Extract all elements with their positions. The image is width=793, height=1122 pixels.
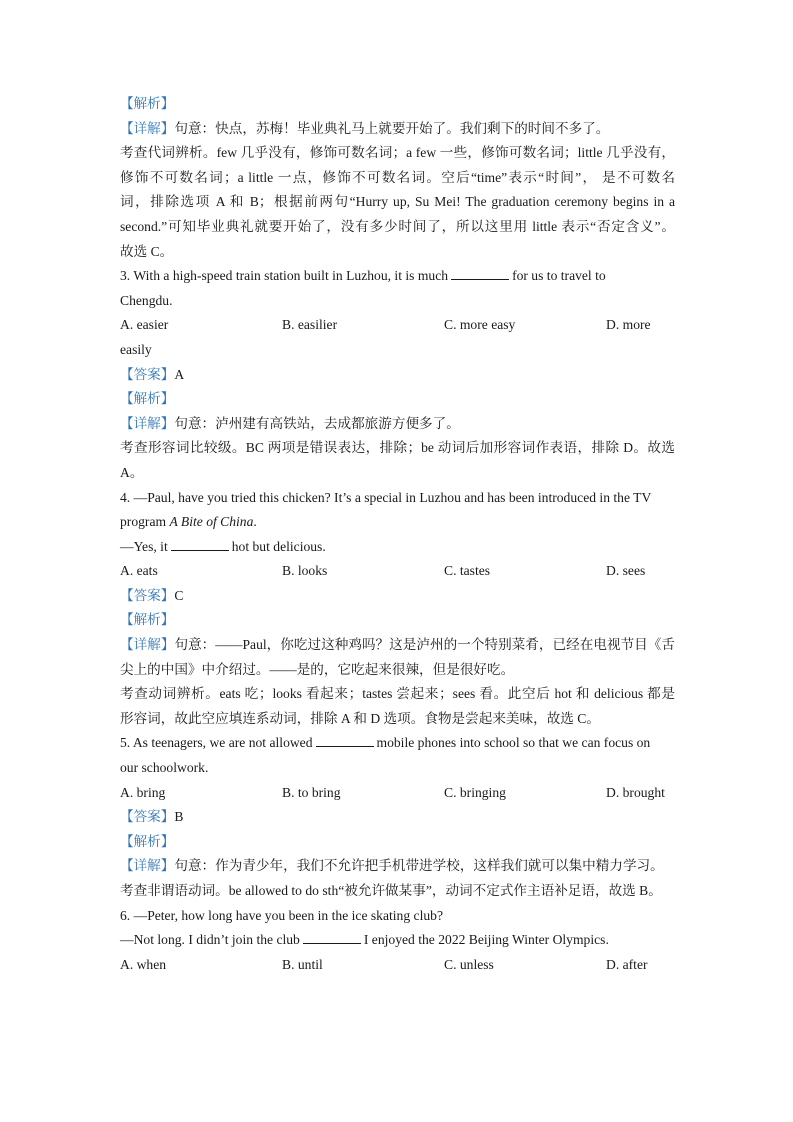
conclusion: 故选 C。	[120, 243, 174, 259]
answer-blank	[303, 931, 361, 944]
options-row	[120, 781, 675, 806]
question-stem: —Yes, it hot but delicious.	[120, 538, 326, 554]
option-d: D. brought	[606, 784, 665, 800]
answer-line: 【答案】C	[120, 587, 184, 603]
answer-line: 【答案】A	[120, 366, 185, 382]
analysis-heading: 【解析】	[120, 96, 175, 111]
option-b: B. easilier	[282, 317, 338, 333]
question-stem: Chengdu.	[120, 292, 173, 308]
explain-line: 考查形容词比较级。BC 两项是错误表达，排除；be 动词后加形容词作表语，排除 D。故选	[120, 440, 675, 456]
explain-line: 考查非谓语动词。be allowed to do sth“被允许做某事”，动词不定式作主语补足语，故选 B。	[120, 883, 662, 898]
analysis-heading: 【解析】	[120, 833, 175, 849]
option-a: A. when	[120, 956, 167, 972]
options-row	[120, 313, 675, 338]
option-c: C. more easy	[444, 317, 516, 333]
document-page	[120, 92, 675, 977]
option-d: D. after	[606, 956, 648, 972]
option-c: C. tastes	[444, 563, 491, 579]
detail-paragraph: 【详解】句意：快点，苏梅！毕业典礼马上就要开始了。我们剩下的时间不多了。	[120, 120, 610, 136]
option-b: B. to bring	[282, 784, 341, 800]
detail-paragraph-cont: 尖上的中国》中介绍过。——是的，它吃起来很辣，但是很好吃。	[120, 661, 515, 677]
conclusion: A。	[120, 464, 144, 480]
question-stem: 4. —Paul, have you tried this chicken? It’s a special in Luzhou and has been introduced in the TV	[120, 489, 652, 505]
question-stem: —Not long. I didn’t join the club I enjoyed the 2022 Beijing Winter Olympics.	[120, 932, 609, 948]
question-stem: our schoolwork.	[120, 760, 209, 776]
answer-line: 【答案】B	[120, 809, 184, 825]
explain-line: 形容词，故此空应填连系动词，排除 A 和 D 选项。食物是尝起来美味，故选 C。	[120, 710, 600, 726]
detail-paragraph: 【详解】句意：泸州建有高铁站，去成都旅游方便多了。	[120, 415, 460, 431]
option-d: D. sees	[606, 563, 646, 579]
explain-line: 词，排除选项 A 和 B；根据前两句“Hurry up, Su Mei! The graduation ceremony begins in a	[120, 194, 675, 210]
option-c: C. unless	[444, 956, 494, 972]
explain-line: 考查代词辨析。few 几乎没有，修饰可数名词；a few 一些，修饰可数名词；little 几乎没有，	[120, 145, 675, 161]
analysis-heading: 【解析】	[120, 391, 175, 407]
explain-line: 考查动词辨析。eats 吃；looks 看起来；tastes 尝起来；sees 看。此空后 hot 和 delicious 都是	[120, 686, 675, 702]
explain-line: second.”可知毕业典礼就要开始了，没有多少时间了，所以这里用 little 表示“否定含义”。	[120, 218, 675, 234]
option-b: B. until	[282, 956, 323, 972]
detail-paragraph: 【详解】句意：——Paul，你吃过这种鸡吗？这是泸州的一个特别菜肴，已经在电视节目《舌	[120, 637, 675, 653]
option-d: D. more	[606, 317, 651, 333]
analysis-heading: 【解析】	[120, 612, 175, 628]
detail-paragraph: 【详解】句意：作为青少年，我们不允许把手机带进学校，这样我们就可以集中精力学习。	[120, 858, 664, 874]
program-title: A Bite of China	[169, 514, 254, 530]
answer-blank	[316, 734, 374, 747]
option-a: A. eats	[120, 563, 158, 579]
option-wrap: easily	[120, 341, 152, 357]
option-a: A. bring	[120, 784, 166, 800]
option-c: C. bringing	[444, 784, 506, 800]
question-stem: program A Bite of China.	[120, 514, 257, 530]
answer-blank	[171, 538, 229, 551]
answer-blank	[451, 267, 509, 280]
option-b: B. looks	[282, 563, 328, 579]
options-row	[120, 953, 675, 978]
explain-line: 修饰不可数名词；a little 一点，修饰不可数名词。空后“time”表示“时间”， 是不可数名	[120, 169, 675, 185]
options-row	[120, 559, 675, 584]
question-stem: 5. As teenagers, we are not allowed mobile phones into school so that we can focus on	[120, 735, 651, 751]
option-a: A. easier	[120, 317, 169, 333]
question-stem: 3. With a high-speed train station built in Luzhou, it is much for us to travel to	[120, 268, 606, 284]
question-stem: 6. —Peter, how long have you been in the ice skating club?	[120, 907, 443, 923]
